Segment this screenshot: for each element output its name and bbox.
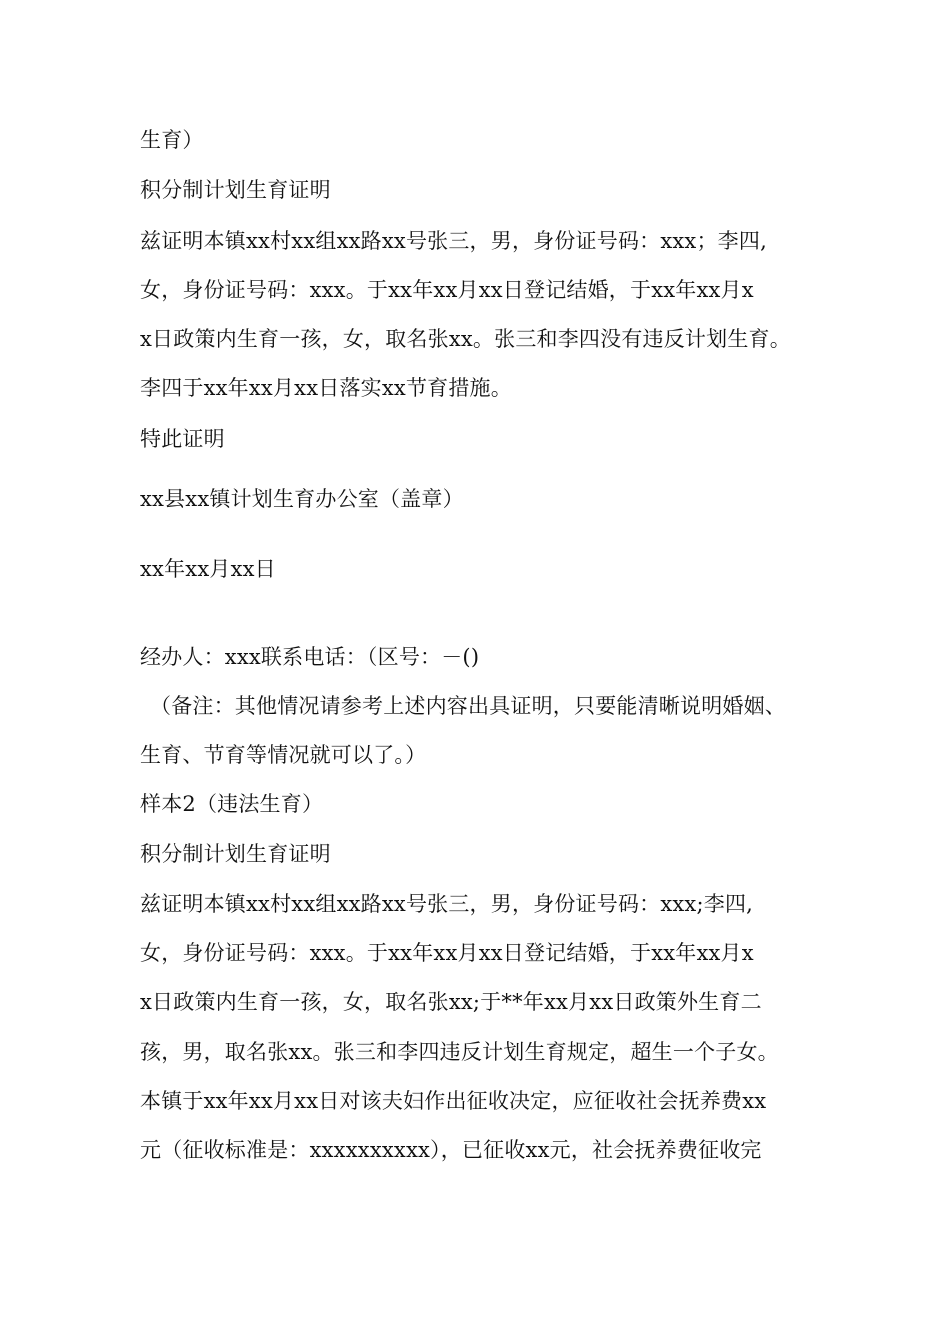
text-line: 特此证明 <box>140 427 225 451</box>
note-line: （备注：其他情况请参考上述内容出具证明，只要能清晰说明婚姻、 <box>150 694 786 718</box>
text-line: 孩，男，取名张xx。张三和李四违反计划生育规定，超生一个子女。 <box>140 1040 779 1064</box>
text-line: 李四于xx年xx月xx日落实xx节育措施。 <box>140 376 512 400</box>
contact-line: 经办人：xxx联系电话：（区号：－() <box>140 645 480 669</box>
sample-heading: 样本2（违法生育） <box>140 792 324 816</box>
text-line: 元（征收标准是：xxxxxxxxxx），已征收xx元，社会抚养费征收完 <box>140 1138 762 1162</box>
text-line: 兹证明本镇xx村xx组xx路xx号张三，男，身份证号码：xxx;李四, <box>140 892 754 916</box>
text-line: 生育） <box>140 128 204 152</box>
date-line: xx年xx月xx日 <box>140 557 276 581</box>
text-line: 兹证明本镇xx村xx组xx路xx号张三，男，身份证号码：xxx；李四, <box>140 229 767 253</box>
text-line: x日政策内生育一孩，女，取名张xx;于**年xx月xx日政策外生育二 <box>140 990 762 1014</box>
issuer-line: xx县xx镇计划生育办公室（盖章） <box>140 487 464 511</box>
certificate-title: 积分制计划生育证明 <box>140 842 331 866</box>
certificate-title: 积分制计划生育证明 <box>140 178 331 202</box>
text-line: 女，身份证号码：xxx。于xx年xx月xx日登记结婚，于xx年xx月x <box>140 278 754 302</box>
text-line: 本镇于xx年xx月xx日对该夫妇作出征收决定，应征收社会抚养费xx <box>140 1089 767 1113</box>
text-line: x日政策内生育一孩，女，取名张xx。张三和李四没有违反计划生育。 <box>140 327 791 351</box>
note-line: 生育、节育等情况就可以了。） <box>140 743 427 767</box>
text-line: 女，身份证号码：xxx。于xx年xx月xx日登记结婚，于xx年xx月x <box>140 941 754 965</box>
